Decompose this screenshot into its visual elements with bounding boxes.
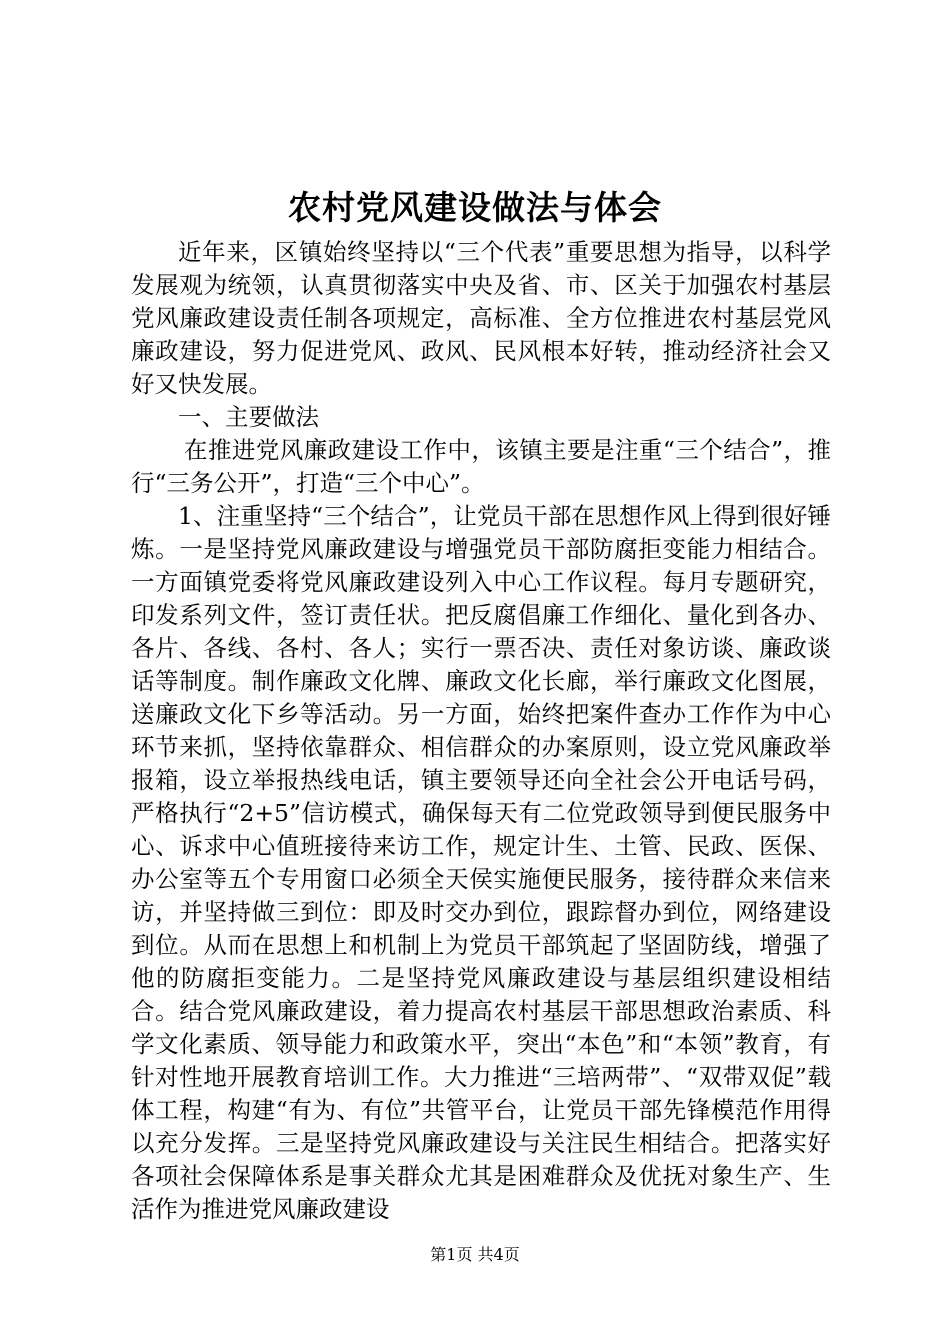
section-heading: 一、主要做法 xyxy=(178,403,319,431)
document-title: 农村党风建设做法与体会 xyxy=(288,188,662,227)
paragraph-intro: 近年来，区镇始终坚持以“三个代表”重要思想为指导，以科学发展观为统领，认真贯彻落实中央及省、市、区关于加强农村基层党风廉政建设责任制各项规定，高标准、全方位推进农村基层党风廉政建设，努力促进党风、政风、民风根本好转，推动经济社会又好又快发展。 xyxy=(131,238,831,398)
paragraph-summary: 在推进党风廉政建设工作中，该镇主要是注重“三个结合”，推行“三务公开”，打造“三个中心”。 xyxy=(131,436,831,497)
page-number-footer: 第1页 共4页 xyxy=(430,1245,520,1264)
document-body xyxy=(131,236,831,1226)
paragraph-main: 1、注重坚持“三个结合”，让党员干部在思想作风上得到很好锤炼。一是坚持党风廉政建设与增强党员干部防腐拒变能力相结合。一方面镇党委将党风廉政建设列入中心工作议程。每月专题研究，印发系列文件，签订责任状。把反腐倡廉工作细化、量化到各办、各片、各线、各村、各人；实行一票否决、责任对象访谈、廉政谈话等制度。制作廉政文化牌、廉政文化长廊，举行廉政文化图展，送廉政文化下乡等活动。另一方面，始终把案件查办工作作为中心环节来抓，坚持依靠群众、相信群众的办案原则，设立党风廉政举报箱，设立举报热线电话，镇主要领导还向全社会公开电话号码，严格执行“2+5”信访模式，确保每天有二位党政领导到便民服务中心、诉求中心值班接待来访工作，规定计生、土管、民政、医保、办公室等五个专用窗口必须全天侯实施便民服务，接待群众来信来访，并坚持做三到位：即及时交办到位，跟踪督办到位，网络建设到位。从而在思想上和机制上为党员干部筑起了坚固防线，增强了他的防腐拒变能力。二是坚持党风廉政建设与基层组织建设相结合。结合党风廉政建设，着力提高农村基层干部思想政治素质、科学文化素质、领导能力和政策水平，突出“本色”和“本领”教育，有针对性地开展教育培训工作。大力推进“三培两带”、“双带双促”载体工程，构建“有为、有位”共管平台，让党员干部先锋模范作用得以充分发挥。三是坚持党风廉政建设与关注民生相结合。把落实好各项社会保障体系是事关群众尤其是困难群众及优抚对象生产、生活作为推进党风廉政建设 xyxy=(131,502,831,1223)
